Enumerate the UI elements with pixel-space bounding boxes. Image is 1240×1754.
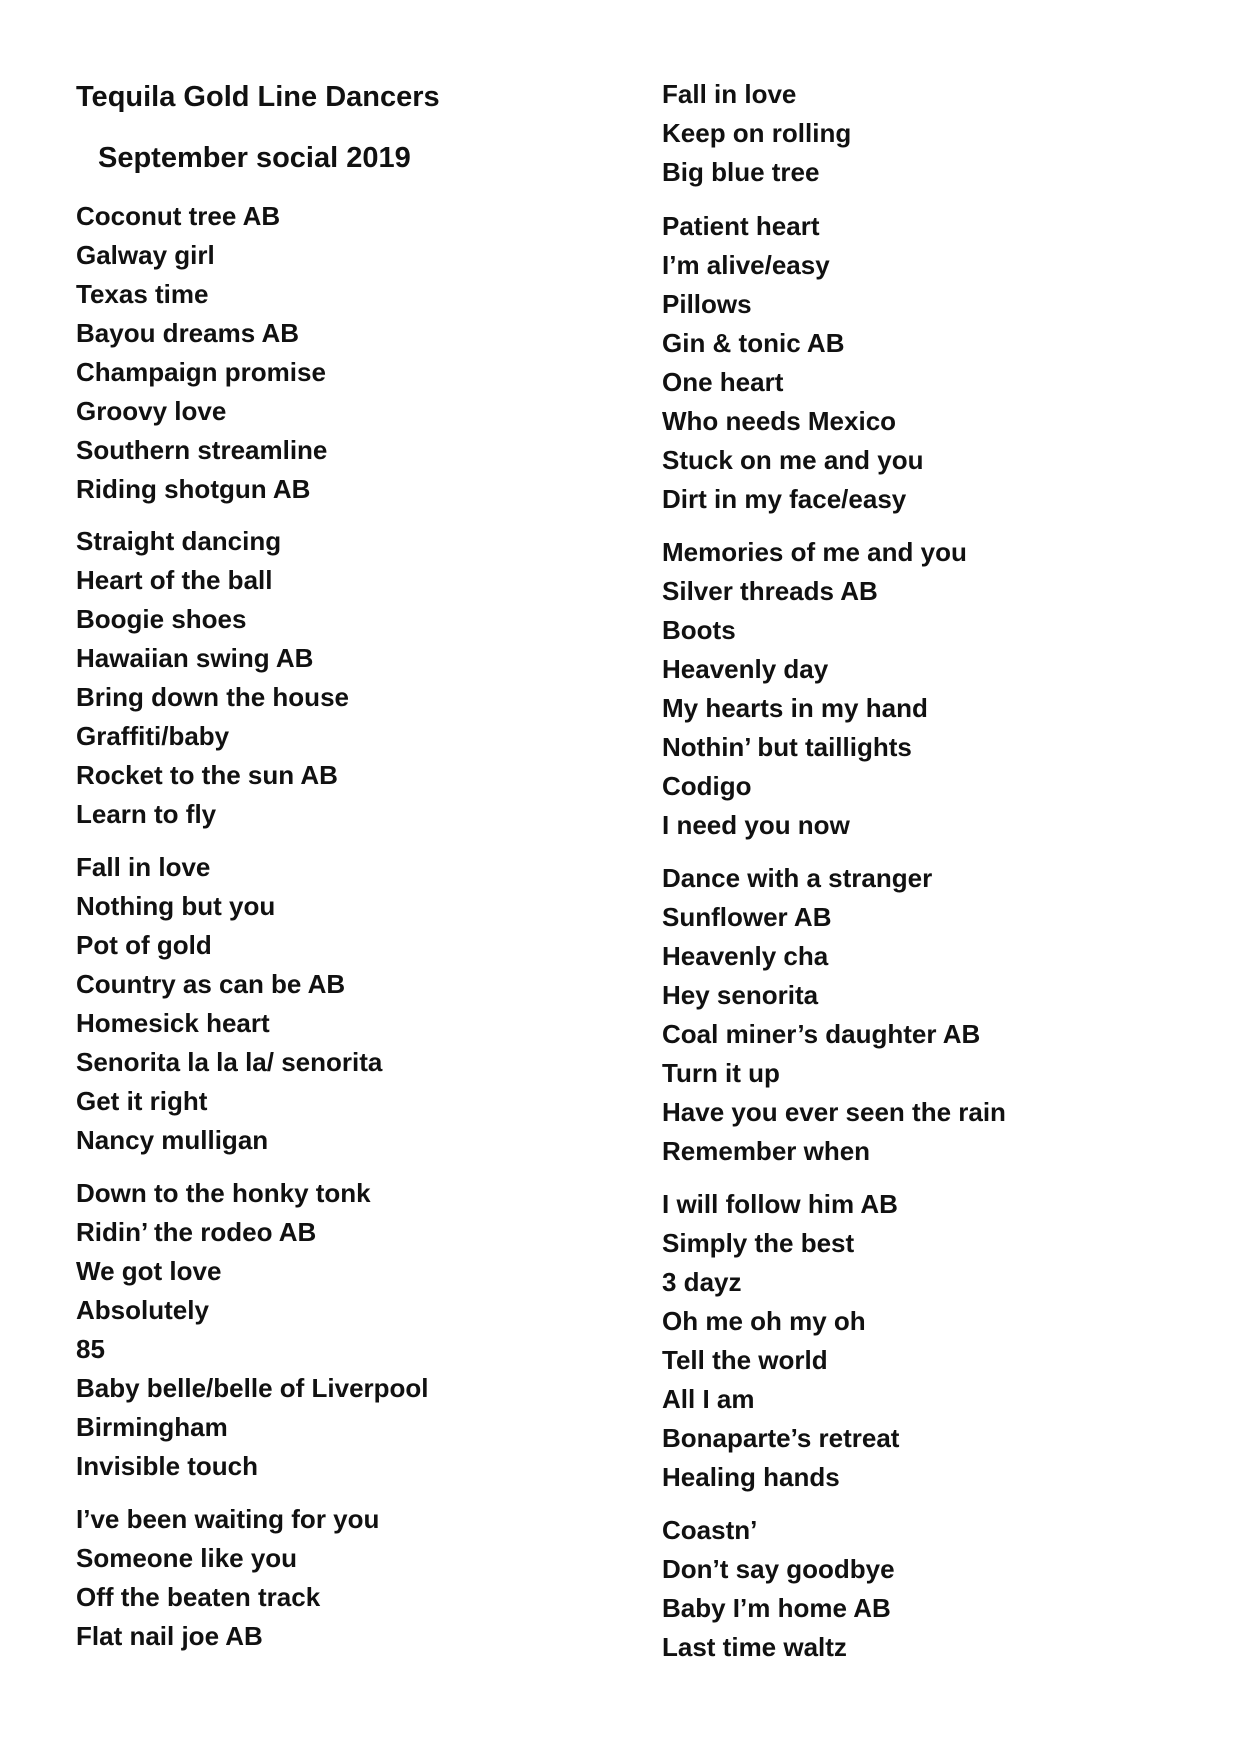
dance-item: Ridin’ the rodeo AB [76,1217,317,1247]
dance-item: Gin & tonic AB [662,328,845,358]
dance-item: Pillows [662,289,752,319]
dance-item: Invisible touch [76,1451,259,1481]
dance-item: Baby belle/belle of Liverpool [76,1373,429,1403]
dance-item: Champaign promise [76,357,326,387]
dance-item: We got love [76,1256,222,1286]
dance-item: Nothin’ but taillights [662,732,912,762]
dance-item: Graffiti/baby [76,721,230,751]
dance-item: Absolutely [76,1295,209,1325]
dance-item: Heavenly cha [662,941,829,971]
dance-item: I need you now [662,810,850,840]
dance-item: Hey senorita [662,980,819,1010]
dance-item: Silver threads AB [662,576,878,606]
dance-item: Get it right [76,1086,208,1116]
dance-item: Healing hands [662,1462,840,1492]
document-subtitle: September social 2019 [98,142,411,174]
dance-item: Learn to fly [76,799,217,829]
dance-group-right-1 [662,75,851,192]
dance-group-left-3 [76,848,382,1160]
dance-item: Sunflower AB [662,902,832,932]
dance-item: Riding shotgun AB [76,474,311,504]
dance-item: Simply the best [662,1228,855,1258]
dance-item: Coastn’ [662,1515,758,1545]
dance-item: All I am [662,1384,755,1414]
dance-item: Rocket to the sun AB [76,760,338,790]
dance-item: Senorita la la la/ senorita [76,1047,383,1077]
dance-item: Boogie shoes [76,604,247,634]
dance-item: Texas time [76,279,209,309]
dance-group-right-6 [662,1511,895,1667]
dance-item: Patient heart [662,211,820,241]
dance-item: Don’t say goodbye [662,1554,895,1584]
dance-group-left-5 [76,1500,379,1656]
document-title: Tequila Gold Line Dancers [76,81,440,113]
dance-item: Country as can be AB [76,969,346,999]
dance-group-right-3 [662,533,967,845]
dance-group-left-4 [76,1174,429,1486]
dance-item: Last time waltz [662,1632,847,1662]
dance-item: Boots [662,615,736,645]
dance-item: Someone like you [76,1543,298,1573]
dance-item: Heavenly day [662,654,829,684]
dance-item: Hawaiian swing AB [76,643,314,673]
dance-item: Nothing but you [76,891,276,921]
dance-item: Bayou dreams AB [76,318,299,348]
dance-group-right-4 [662,859,1006,1171]
dance-item: Flat nail joe AB [76,1621,263,1651]
dance-item: Groovy love [76,396,227,426]
dance-item: My hearts in my hand [662,693,928,723]
dance-item: Nancy mulligan [76,1125,269,1155]
dance-item: Keep on rolling [662,118,852,148]
dance-item: Heart of the ball [76,565,273,595]
dance-item: Fall in love [662,79,797,109]
dance-item: Who needs Mexico [662,406,897,436]
dance-item: Big blue tree [662,157,820,187]
dance-item: Bonaparte’s retreat [662,1423,900,1453]
dance-item: Bring down the house [76,682,349,712]
dance-item: Baby I’m home AB [662,1593,891,1623]
dance-item: Homesick heart [76,1008,270,1038]
dance-item: 85 [76,1334,105,1364]
dance-item: Fall in love [76,852,211,882]
dance-item: Pot of gold [76,930,212,960]
dance-item: Dirt in my face/easy [662,484,907,514]
dance-item: Have you ever seen the rain [662,1097,1006,1127]
dance-group-right-2 [662,207,924,519]
dance-item: Codigo [662,771,752,801]
dance-item: I’m alive/easy [662,250,830,280]
dance-item: One heart [662,367,784,397]
dance-item: Oh me oh my oh [662,1306,866,1336]
dance-item: Straight dancing [76,526,282,556]
dance-item: Coconut tree AB [76,201,281,231]
dance-item: I will follow him AB [662,1189,898,1219]
dance-item: Down to the honky tonk [76,1178,371,1208]
dance-item: Turn it up [662,1058,780,1088]
dance-item: Galway girl [76,240,215,270]
dance-item: Remember when [662,1136,871,1166]
dance-group-right-5 [662,1185,899,1497]
dance-group-left-2 [76,522,349,834]
dance-item: Tell the world [662,1345,828,1375]
dance-group-left-1 [76,197,327,509]
dance-item: Memories of me and you [662,537,967,567]
dance-item: Southern streamline [76,435,328,465]
dance-item: Dance with a stranger [662,863,933,893]
dance-item: Coal miner’s daughter AB [662,1019,981,1049]
dance-item: Birmingham [76,1412,228,1442]
dance-item: Stuck on me and you [662,445,924,475]
dance-item: Off the beaten track [76,1582,321,1612]
dance-item: 3 dayz [662,1267,742,1297]
dance-item: I’ve been waiting for you [76,1504,380,1534]
